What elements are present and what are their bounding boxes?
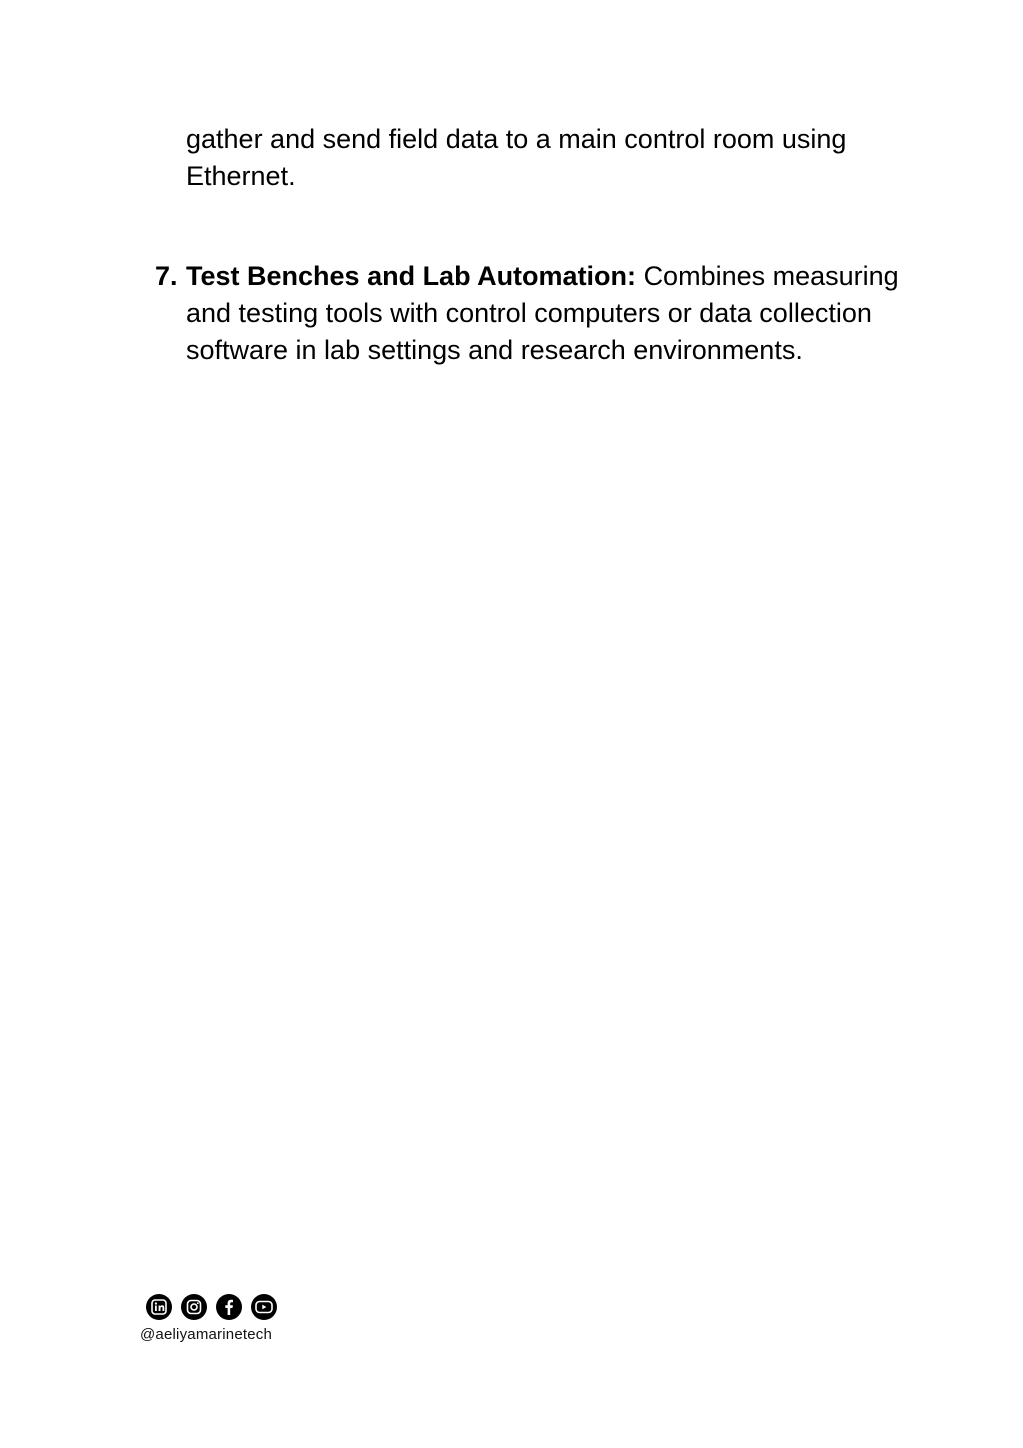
instagram-icon[interactable]: [181, 1294, 207, 1320]
facebook-icon[interactable]: [216, 1294, 242, 1320]
linkedin-icon[interactable]: [146, 1294, 172, 1320]
list-item-body: Combines measuring and testing tools with control computers or data collection software in lab settings and research environments.: [186, 261, 899, 365]
social-icon-row: [146, 1294, 277, 1320]
list-item-7: [155, 258, 906, 369]
list-item-title: Test Benches and Lab Automation:: [186, 261, 637, 291]
social-handle[interactable]: @aeliyamarinetech: [140, 1326, 273, 1343]
youtube-icon[interactable]: [251, 1294, 277, 1320]
continuation-paragraph: gather and send field data to a main control room using Ethernet.: [186, 124, 847, 191]
list-item-number: 7.: [155, 261, 178, 291]
